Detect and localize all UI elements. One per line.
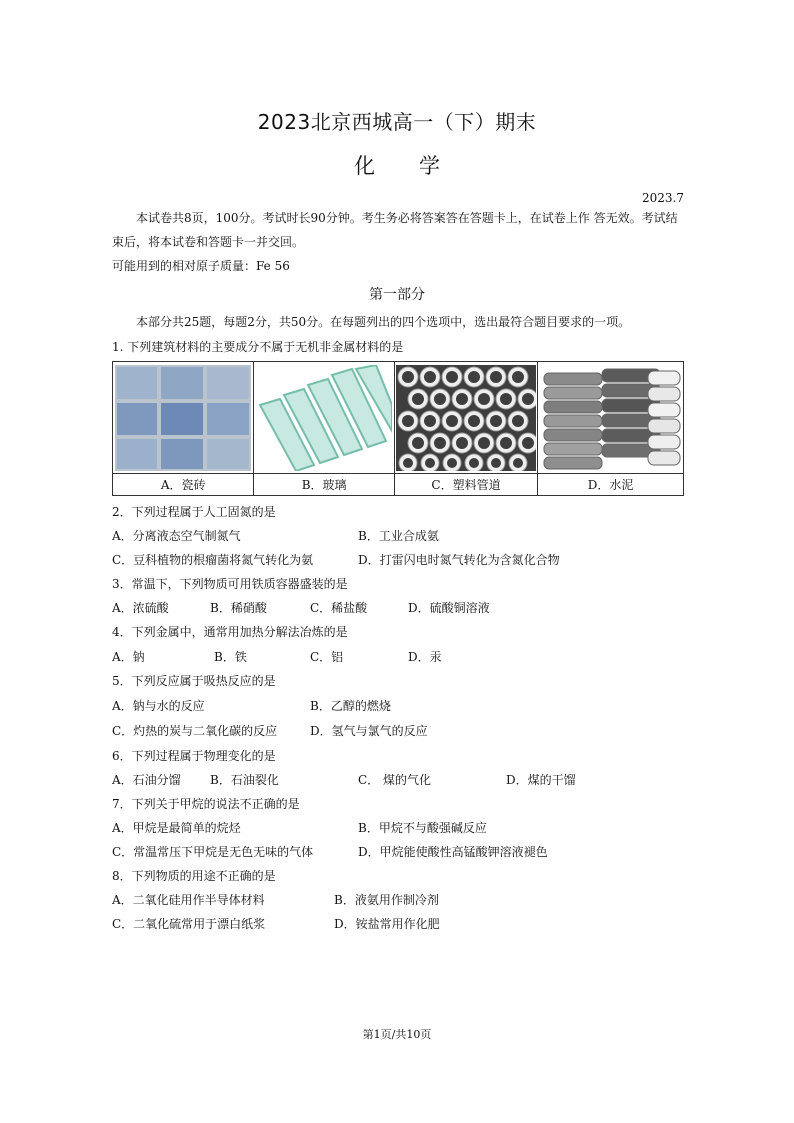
q3-option-b: B．稀硝酸: [210, 601, 267, 615]
q3-option-a: A．浓硫酸: [112, 601, 169, 615]
exam-date: 2023.7: [642, 191, 684, 205]
q2-option-b: B．工业合成氨: [358, 529, 439, 543]
q4-option-b: B．铁: [214, 650, 247, 664]
plastic-pipes-icon: [396, 365, 536, 471]
q5-option-a: A．钠与水的反应: [112, 699, 205, 713]
subject-char-2: 学: [419, 154, 440, 178]
q1-image-d: [538, 362, 684, 474]
q3-stem: 3．常温下，下列物质可用铁质容器盛装的是: [112, 577, 348, 591]
intro-line-2: 束后，将本试卷和答题卡一并交回。: [112, 235, 305, 249]
q2-option-a: A．分离液态空气制氮气: [112, 529, 241, 543]
q5-option-c: C．灼热的炭与二氧化碳的反应: [112, 724, 278, 738]
q1-option-d: D．水泥: [538, 474, 684, 496]
q8-stem: 8．下列物质的用途不正确的是: [112, 869, 276, 883]
q4-option-a: A．钠: [112, 650, 145, 664]
q8-option-b: B．液氨用作制冷剂: [334, 893, 439, 907]
q1-option-a: A．瓷砖: [113, 474, 254, 496]
q1-image-table: [112, 361, 684, 496]
subject-char-1: 化: [354, 154, 375, 178]
q8-option-d: D．铵盐常用作化肥: [334, 917, 440, 931]
q7-option-b: B．甲烷不与酸强碱反应: [358, 821, 487, 835]
q8-option-c: C．二氧化硫常用于漂白纸浆: [112, 917, 266, 931]
q3-option-c: C．稀盐酸: [310, 601, 368, 615]
q7-option-d: D．甲烷能使酸性高锰酸钾溶液褪色: [358, 845, 548, 859]
q6-option-b: B．石油裂化: [210, 773, 279, 787]
q6-stem: 6．下列过程属于物理变化的是: [112, 749, 276, 763]
q2-stem: 2．下列过程属于人工固氮的是: [112, 505, 276, 519]
q4-stem: 4．下列金属中，通常用加热分解法冶炼的是: [112, 625, 348, 639]
ceramic-tile-icon: [115, 365, 251, 471]
exam-title: 2023北京西城高一（下）期末: [257, 110, 537, 134]
q7-option-c: C．常温常压下甲烷是无色无味的气体: [112, 845, 314, 859]
q7-stem: 7．下列关于甲烷的说法不正确的是: [112, 797, 300, 811]
q6-option-c: C． 煤的气化: [358, 773, 431, 787]
q4-option-c: C．铝: [310, 650, 344, 664]
q5-stem: 5．下列反应属于吸热反应的是: [112, 674, 276, 688]
q5-option-b: B．乙醇的燃烧: [310, 699, 391, 713]
intro-line-1: 本试卷共8页，100分。考试时长90分钟。考生务必将答案答在答题卡上，在试卷上作 答无效。考试结: [136, 211, 678, 225]
q2-option-c: C．豆科植物的根瘤菌将氮气转化为氨: [112, 553, 314, 567]
cement-bags-icon: [540, 365, 682, 471]
q5-option-d: D．氢气与氯气的反应: [310, 724, 428, 738]
q2-option-d: D．打雷闪电时氮气转化为含氮化合物: [358, 553, 560, 567]
q1-option-c: C．塑料管道: [394, 474, 537, 496]
part1-instructions: 本部分共25题，每题2分，共50分。在每题列出的四个选项中，选出最符合题目要求的一项。: [136, 315, 631, 329]
page-number: 第1页/共10页: [362, 1028, 432, 1041]
glass-sheets-icon: [256, 365, 392, 471]
atomic-mass-note: 可能用到的相对原子质量：Fe 56: [112, 259, 290, 273]
q1-image-a: [113, 362, 254, 474]
q1-stem: 1. 下列建筑材料的主要成分不属于无机非金属材料的是: [112, 340, 404, 354]
q8-option-a: A．二氧化硅用作半导体材料: [112, 893, 265, 907]
q4-option-d: D．汞: [408, 650, 442, 664]
q1-image-b: [254, 362, 395, 474]
subject-title: [0, 150, 794, 180]
q1-image-c: [394, 362, 537, 474]
part1-title: 第一部分: [369, 287, 425, 303]
q1-option-b: B．玻璃: [254, 474, 395, 496]
q3-option-d: D．硫酸铜溶液: [408, 601, 490, 615]
q6-option-a: A．石油分馏: [112, 773, 181, 787]
q7-option-a: A．甲烷是最简单的烷烃: [112, 821, 241, 835]
q6-option-d: D．煤的干馏: [506, 773, 576, 787]
